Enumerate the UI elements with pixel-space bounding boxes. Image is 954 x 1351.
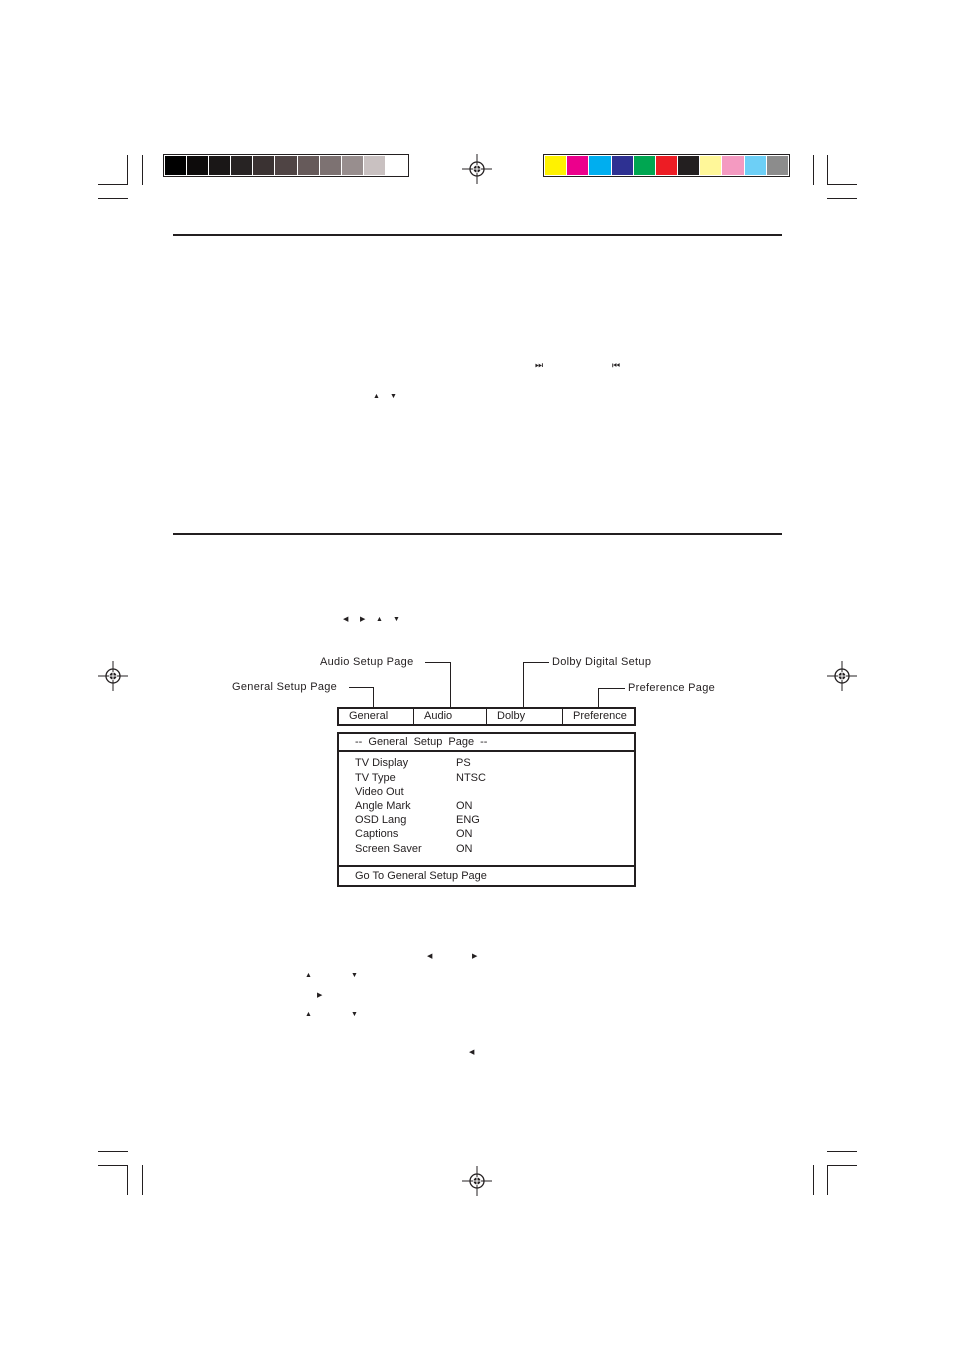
arrow-down-icon: ▼	[390, 393, 397, 400]
arrow-up-icon: ▲	[305, 1011, 312, 1018]
general-setup-panel	[337, 732, 636, 887]
setting-row[interactable]	[355, 756, 471, 770]
panel-footer-hint: Go To General Setup Page	[339, 865, 634, 885]
color-swatch	[386, 156, 407, 175]
setting-value: ENG	[456, 814, 480, 826]
setting-row[interactable]	[355, 771, 486, 785]
color-swatch	[767, 156, 788, 175]
tab-audio[interactable]: Audio	[414, 709, 487, 724]
color-swatch	[722, 156, 743, 175]
arrow-left-icon: ◀	[469, 1049, 475, 1056]
callout-dolby-digital-setup: Dolby Digital Setup	[552, 656, 652, 668]
color-swatch	[634, 156, 655, 175]
setting-name: TV Type	[355, 772, 396, 784]
color-swatch	[231, 156, 252, 175]
arrow-right-icon: ▶	[317, 992, 323, 999]
color-swatch	[567, 156, 588, 175]
arrow-left-icon: ◀	[427, 953, 433, 960]
color-swatch	[187, 156, 208, 175]
color-swatch	[275, 156, 296, 175]
color-swatch	[678, 156, 699, 175]
tab-preference[interactable]: Preference	[573, 710, 627, 722]
registration-mark-right	[827, 661, 857, 691]
callout-general-setup-page: General Setup Page	[232, 681, 338, 693]
color-swatch	[342, 156, 363, 175]
color-swatch	[589, 156, 610, 175]
setting-row[interactable]	[355, 799, 473, 813]
setting-row[interactable]	[355, 827, 473, 841]
setting-value: ON	[456, 828, 473, 840]
color-swatch	[209, 156, 230, 175]
color-swatch	[253, 156, 274, 175]
setting-row[interactable]	[355, 813, 480, 827]
setting-name: OSD Lang	[355, 814, 407, 826]
color-swatch	[364, 156, 385, 175]
section-rule-top	[173, 234, 782, 236]
setting-name: Captions	[355, 828, 399, 840]
setting-value: ON	[456, 800, 473, 812]
setting-row[interactable]	[355, 785, 456, 799]
color-swatch	[656, 156, 677, 175]
color-swatch	[612, 156, 633, 175]
section-rule-middle	[173, 533, 782, 535]
tab-general[interactable]: General	[339, 709, 414, 724]
previous-track-icon: ⏮	[612, 360, 621, 370]
next-track-icon: ⏭	[535, 360, 544, 370]
panel-title: -- General Setup Page --	[339, 734, 634, 752]
arrow-down-icon: ▼	[393, 616, 400, 623]
registration-mark-left	[98, 661, 128, 691]
color-swatch	[298, 156, 319, 175]
color-swatch	[745, 156, 766, 175]
color-swatch	[545, 156, 566, 175]
setting-value: NTSC	[456, 772, 486, 784]
setup-tab-bar	[337, 707, 636, 726]
setting-row[interactable]	[355, 842, 473, 856]
arrow-up-icon: ▲	[376, 616, 383, 623]
setting-name: Screen Saver	[355, 843, 422, 855]
arrow-right-icon: ▶	[360, 616, 366, 623]
setting-name: Angle Mark	[355, 800, 411, 812]
arrow-up-icon: ▲	[373, 393, 380, 400]
registration-mark-bottom	[462, 1166, 492, 1196]
setting-name: TV Display	[355, 757, 409, 769]
arrow-up-icon: ▲	[305, 972, 312, 979]
arrow-down-icon: ▼	[351, 1011, 358, 1018]
callout-audio-setup-page: Audio Setup Page	[320, 656, 414, 668]
setting-value: ON	[456, 843, 473, 855]
arrow-right-icon: ▶	[472, 953, 478, 960]
arrow-left-icon: ◀	[343, 616, 349, 623]
setting-name: Video Out	[355, 786, 404, 798]
arrow-down-icon: ▼	[351, 972, 358, 979]
tab-dolby[interactable]: Dolby	[487, 709, 563, 724]
setting-value: PS	[456, 757, 471, 769]
callout-preference-page: Preference Page	[628, 682, 716, 694]
registration-mark-top	[462, 154, 492, 184]
color-swatch	[165, 156, 186, 175]
color-swatch	[320, 156, 341, 175]
color-swatch	[700, 156, 721, 175]
